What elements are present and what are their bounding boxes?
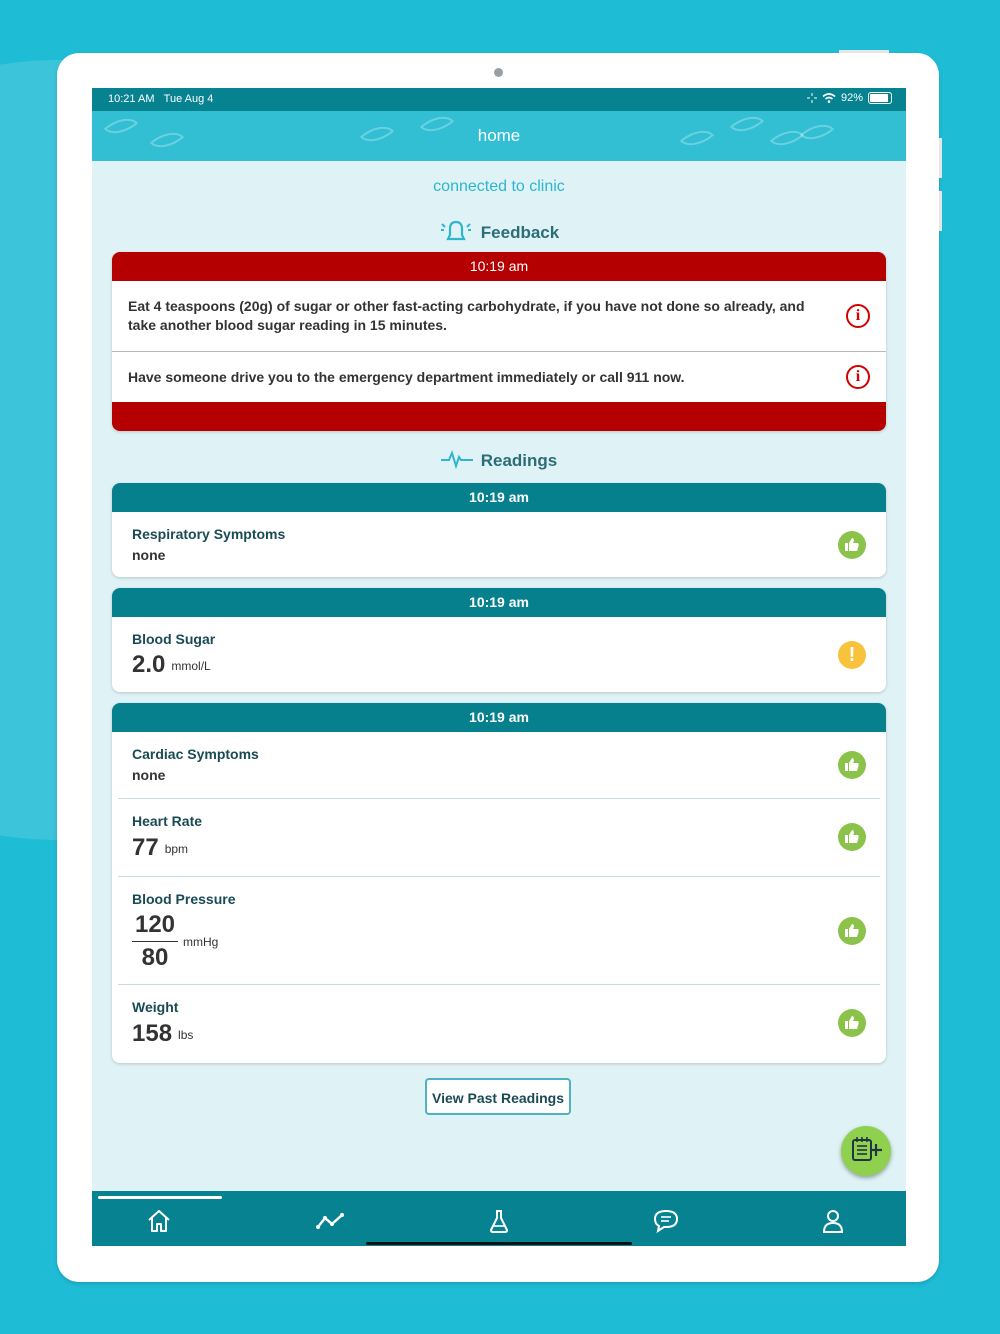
bp-diastolic: 80 — [141, 944, 169, 971]
feedback-title: Feedback — [480, 222, 560, 242]
feedback-footer — [112, 402, 886, 431]
reading-label: Cardiac Symptoms — [132, 746, 259, 762]
tablet-frame — [57, 53, 939, 1282]
reading-card — [112, 703, 886, 1063]
thumbs-up-icon — [838, 917, 866, 945]
add-note-icon — [849, 1134, 883, 1169]
battery-percent: 92% — [840, 92, 863, 104]
volume-down-button — [939, 191, 942, 231]
status-right — [807, 92, 892, 104]
home-indicator — [366, 1242, 632, 1245]
reading-card-time: 10:19 am — [112, 588, 886, 617]
app-screen — [92, 88, 906, 1246]
reading-value: none — [132, 767, 166, 783]
reading-label: Weight — [132, 999, 179, 1015]
reading-item[interactable] — [112, 617, 886, 692]
reading-unit: mmHg — [183, 935, 219, 949]
reading-label: Respiratory Symptoms — [132, 526, 286, 542]
reading-label: Blood Sugar — [132, 631, 216, 647]
tab-trends[interactable] — [310, 1203, 350, 1243]
feedback-message-text: Eat 4 teaspoons (20g) of sugar or other fast-acting carbohydrate, if you have not done so already, and take another blood sugar reading in 15 minutes. — [128, 298, 805, 333]
feedback-message[interactable] — [112, 352, 886, 402]
reading-value: 77 bpm — [132, 834, 189, 861]
reading-item[interactable] — [112, 732, 886, 798]
top-button — [839, 50, 889, 53]
readings-title: Readings — [480, 450, 558, 470]
thumbs-up-icon — [838, 823, 866, 851]
thumbs-up-icon — [838, 751, 866, 779]
reading-value: none — [132, 547, 166, 563]
app-header — [92, 111, 906, 161]
feedback-heading — [92, 218, 906, 249]
reading-item[interactable] — [112, 985, 886, 1061]
reading-value: 2.0 mmol/L — [132, 651, 211, 678]
volume-up-button — [939, 138, 942, 178]
reading-card-time: 10:19 am — [112, 703, 886, 732]
status-time-date: 10:21 AM Tue Aug 4 — [108, 93, 214, 105]
thumbs-up-icon — [838, 1009, 866, 1037]
info-icon[interactable]: i — [846, 365, 870, 389]
reading-unit: bpm — [164, 842, 189, 856]
feedback-time: 10:19 am — [112, 252, 886, 281]
active-tab-indicator — [98, 1196, 222, 1199]
reading-item[interactable] — [112, 877, 886, 984]
connection-status: connected to clinic — [433, 178, 565, 195]
reading-card — [112, 588, 886, 692]
thumbs-up-icon — [838, 531, 866, 559]
info-icon[interactable]: i — [846, 304, 870, 328]
readings-heading — [92, 449, 906, 474]
view-past-readings-button[interactable]: View Past Readings — [425, 1078, 571, 1115]
bottom-tab-bar — [92, 1191, 906, 1246]
reading-unit: lbs — [178, 1028, 194, 1042]
feedback-card — [112, 252, 886, 431]
warning-icon: ! — [838, 641, 866, 669]
reading-item[interactable] — [112, 799, 886, 876]
reading-label: Blood Pressure — [132, 891, 236, 907]
page-title: home — [477, 126, 521, 145]
tab-home[interactable] — [139, 1203, 179, 1243]
wifi-icon — [822, 93, 836, 103]
home-icon — [146, 1208, 172, 1239]
chat-icon — [652, 1208, 680, 1239]
battery-icon — [868, 92, 892, 104]
feedback-message[interactable] — [112, 281, 886, 351]
reading-card — [112, 483, 886, 577]
profile-icon — [821, 1208, 845, 1239]
activity-icon — [807, 93, 817, 103]
reading-card-time: 10:19 am — [112, 483, 886, 512]
tab-messages[interactable] — [646, 1203, 686, 1243]
heartbeat-icon — [441, 449, 473, 474]
reading-label: Heart Rate — [132, 813, 203, 829]
lab-flask-icon — [487, 1208, 511, 1239]
bp-systolic: 120 — [132, 911, 178, 942]
reading-unit: mmol/L — [171, 659, 211, 673]
feedback-message-text: Have someone drive you to the emergency department immediately or call 911 now. — [128, 368, 685, 385]
trends-icon — [315, 1210, 345, 1237]
tab-lab[interactable] — [479, 1203, 519, 1243]
bell-alert-icon — [439, 218, 473, 249]
reading-value: 158 lbs — [132, 1020, 194, 1047]
add-note-button[interactable] — [841, 1126, 891, 1176]
tab-profile[interactable] — [813, 1203, 853, 1243]
status-bar — [92, 88, 906, 111]
reading-item[interactable] — [112, 512, 886, 577]
front-camera — [494, 68, 503, 77]
